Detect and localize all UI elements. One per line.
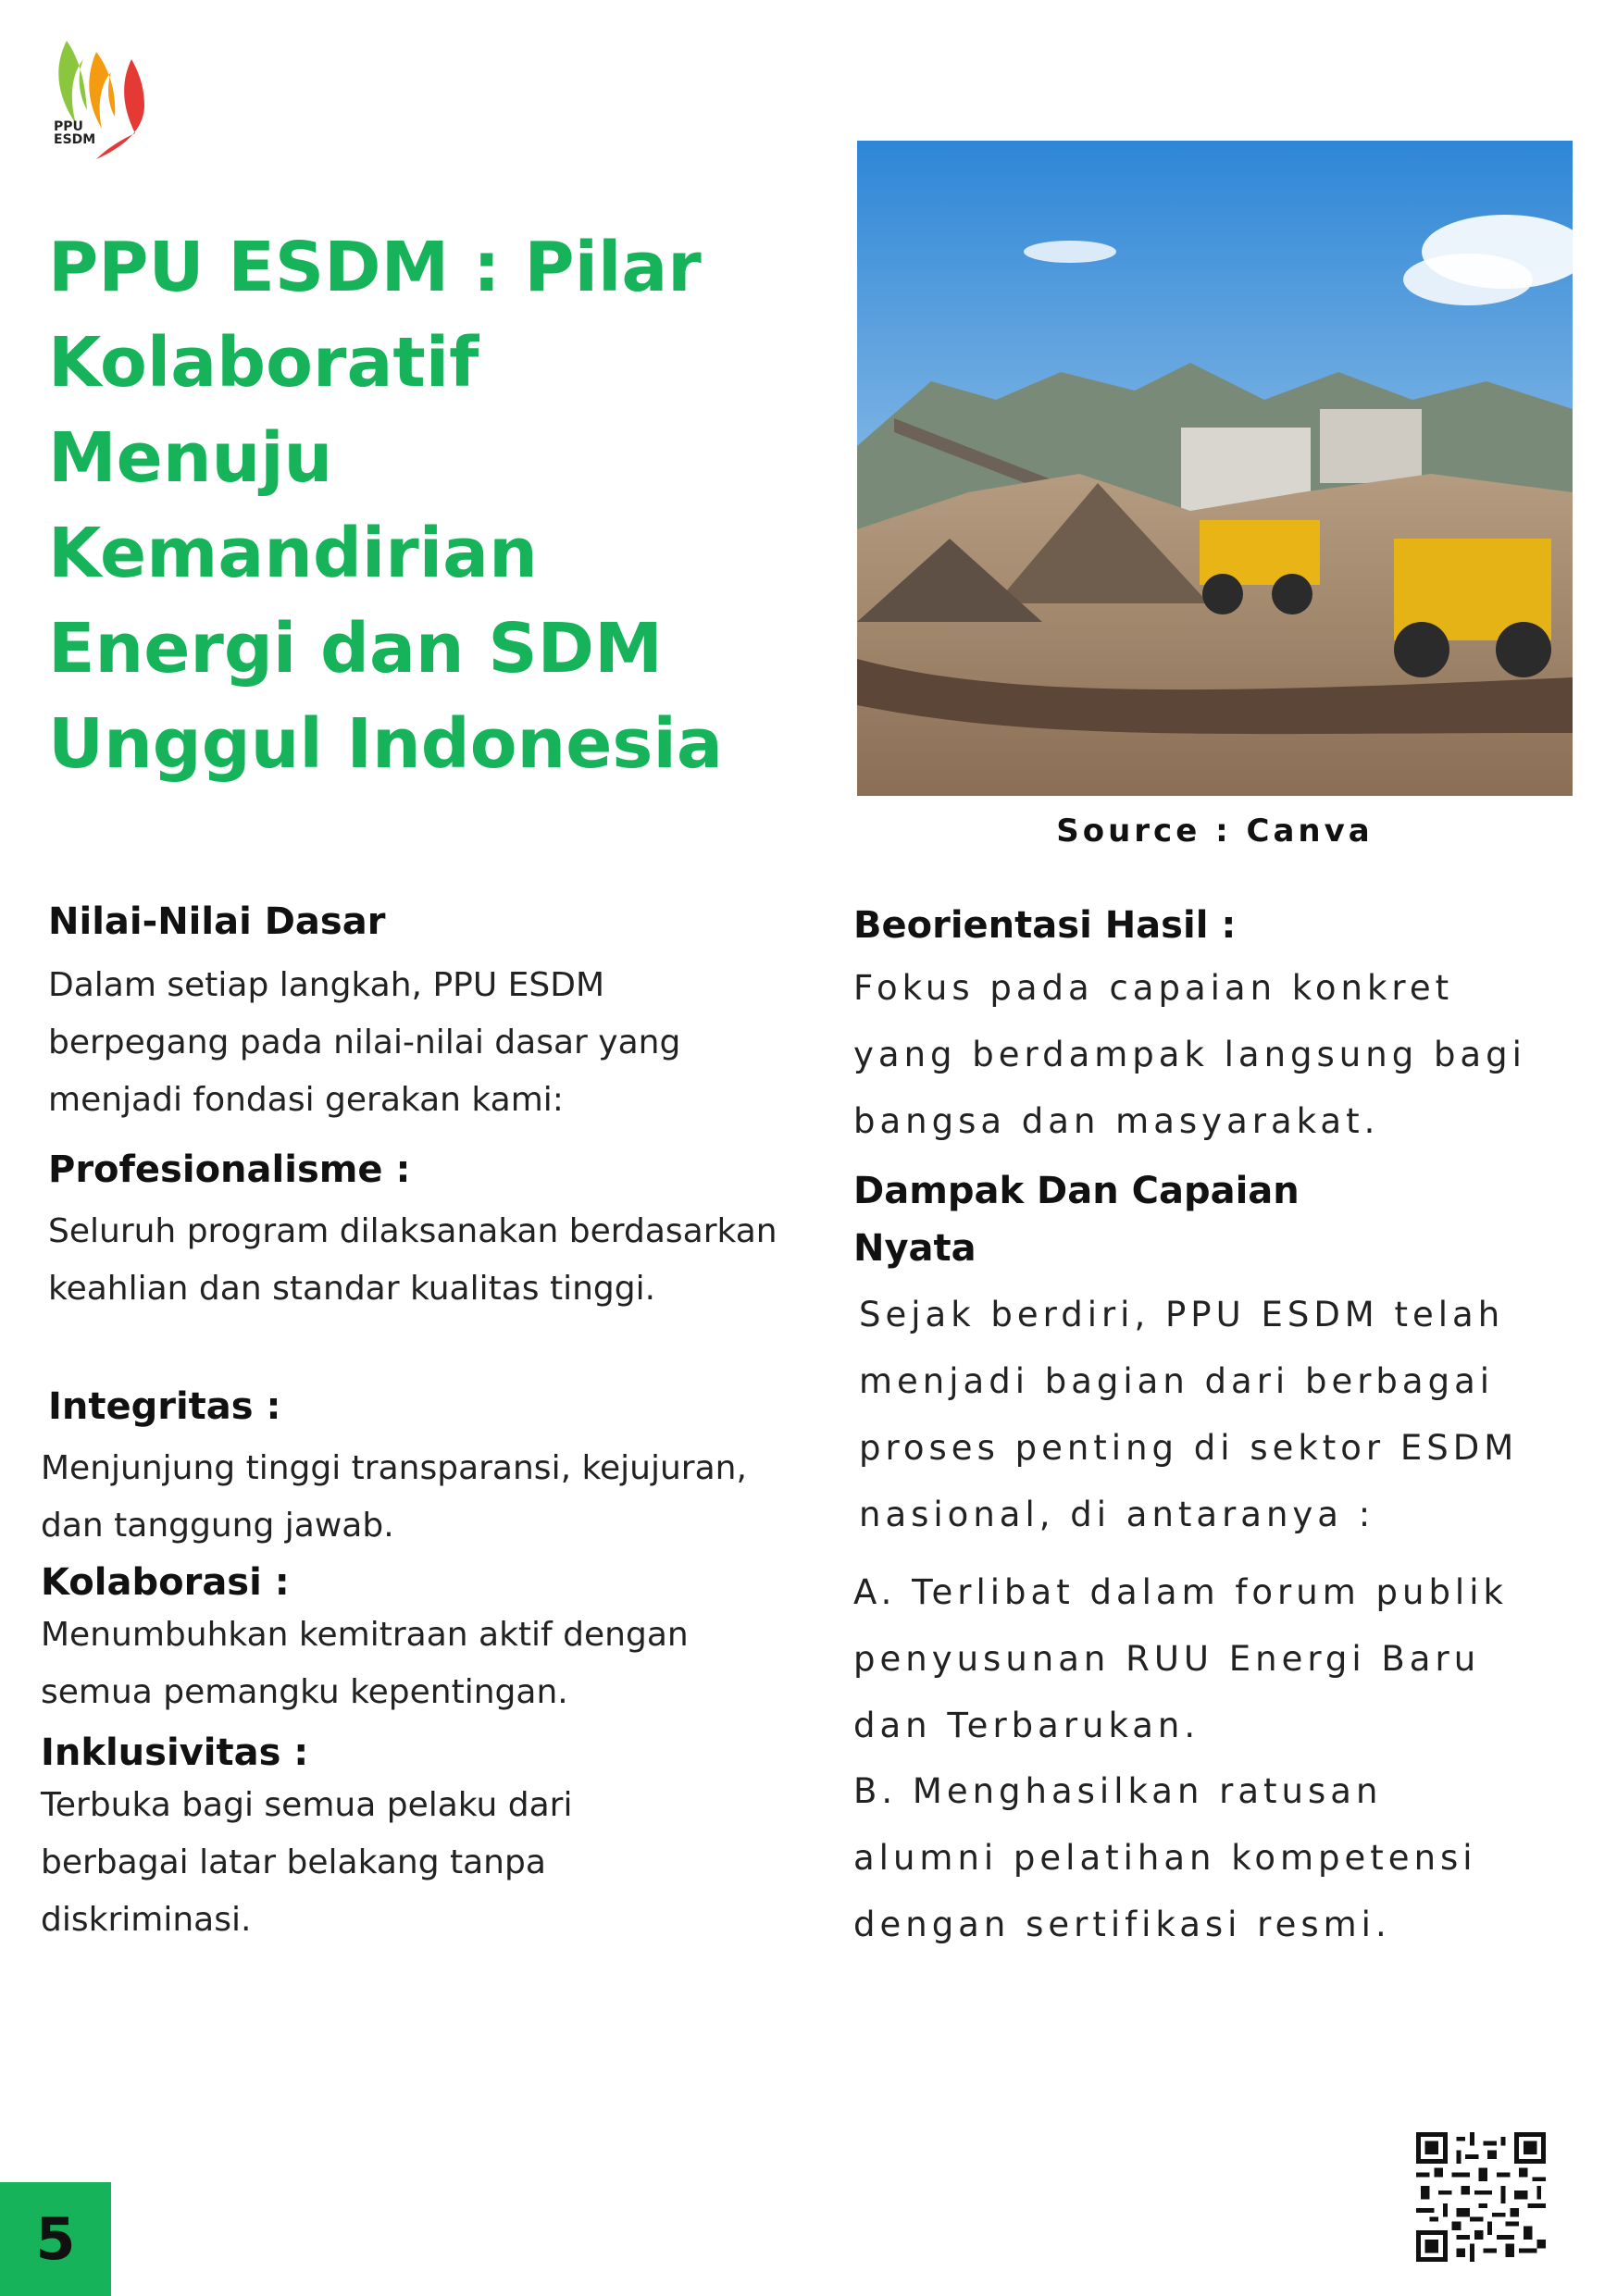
value-text-profesionalisme: Seluruh program dilaksanakan berdasarkan keahlian dan standar kualitas tinggi. [48, 1212, 777, 1308]
impact-heading: Dampak Dan Capaian Nyata [853, 1170, 1300, 1270]
value-heading-inklusivitas: Inklusivitas : [41, 1731, 309, 1774]
intro-heading: Nilai-Nilai Dasar [48, 900, 386, 943]
logo-text-line2: ESDM [54, 132, 96, 147]
result-text: Fokus pada capaian konkret yang berdampak langsung bagi bangsa dan masyarakat. [853, 968, 1526, 1141]
value-heading-profesionalisme: Profesionalisme : [48, 1148, 411, 1191]
value-text-inklusivitas: Terbuka bagi semua pelaku dari berbagai latar belakang tanpa diskriminasi. [41, 1786, 573, 1939]
result-heading: Beorientasi Hasil : [853, 904, 1237, 947]
impact-point-b: B. Menghasilkan ratusan alumni pelatihan kompetensi dengan sertifikasi resmi. [853, 1771, 1477, 1944]
intro-text: Dalam setiap langkah, PPU ESDM berpegang pada nilai-nilai dasar yang menjadi fondasi gerakan kami: [48, 966, 681, 1119]
logo-text [54, 120, 95, 146]
logo-text-line1: PPU [54, 119, 83, 134]
page-number: 5 [35, 2205, 76, 2273]
value-heading-integritas: Integritas : [48, 1385, 281, 1428]
value-text-kolaborasi: Menumbuhkan kemitraan aktif dengan semua pemangku kepentingan. [41, 1616, 689, 1711]
value-text-integritas: Menjunjung tinggi transparansi, kejujuran, dan tanggung jawab. [41, 1449, 747, 1545]
image-caption: Source : Canva [1056, 813, 1374, 850]
impact-text: Sejak berdiri, PPU ESDM telah menjadi bagian dari berbagai proses penting di sektor ESDM nasional, di antaranya : [859, 1295, 1519, 1534]
page-title: PPU ESDM : Pilar Kolaboratif Menuju Kemandirian Energi dan SDM Unggul Indonesia [48, 228, 723, 784]
mining-site-photo [857, 141, 1573, 796]
value-heading-kolaborasi: Kolaborasi : [41, 1561, 290, 1604]
impact-point-a: A. Terlibat dalam forum publik penyusunan RUU Energi Baru dan Terbarukan. [853, 1572, 1508, 1745]
qr-code-icon[interactable] [1416, 2132, 1546, 2262]
